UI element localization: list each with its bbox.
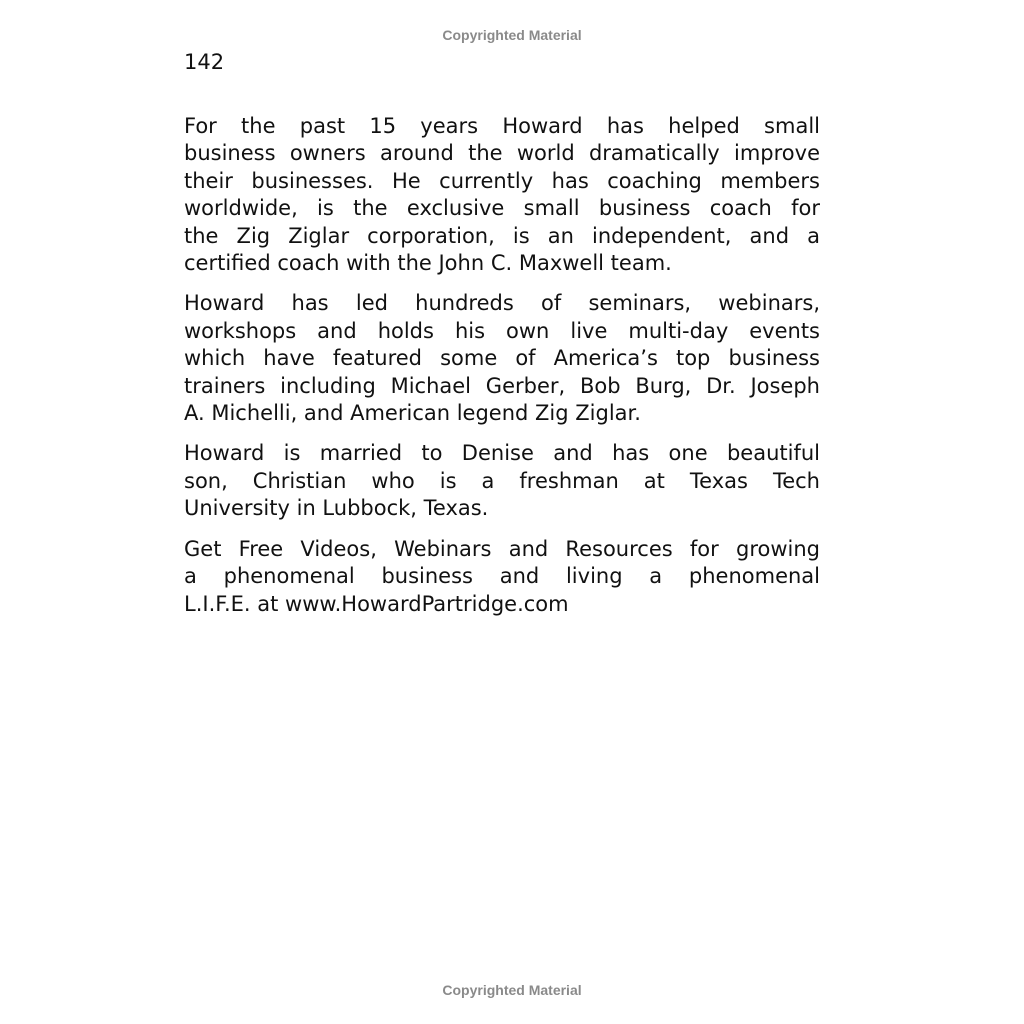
text-line: a phenomenal business and living a phenomenal [184,564,820,589]
paragraph [184,440,820,522]
copyright-watermark-top: Copyrighted Material [442,27,582,43]
text-line: University in Lubbock, Texas. [184,496,489,521]
paragraph [184,290,820,427]
text-line: L.I.F.E. at www.HowardPartridge.com [184,591,569,616]
text-line: which have featured some of America’s top business [184,346,820,371]
text-line: son, Christian who is a freshman at Texas Tech [184,468,820,493]
text-line: Howard has led hundreds of seminars, webinars, [184,291,820,316]
text-line: workshops and holds his own live multi-day events [184,318,820,343]
copyright-watermark-bottom: Copyrighted Material [442,982,582,998]
text-line: Howard is married to Denise and has one beautiful [184,441,820,466]
text-line: For the past 15 years Howard has helped small [184,114,820,138]
text-line: certified coach with the John C. Maxwell team. [184,251,672,276]
text-line: the Zig Ziglar corporation, is an independent, and a [184,223,820,248]
text-line: worldwide, is the exclusive small business coach for [184,196,820,221]
text-line: their businesses. He currently has coaching members [184,168,820,193]
text-line: Get Free Videos, Webinars and Resources for growing [184,536,820,561]
page-number: 142 [184,50,225,74]
page-body [184,113,820,631]
text-line: business owners around the world dramatically improve [184,141,820,166]
paragraph [184,536,820,618]
text-line: trainers including Michael Gerber, Bob Burg, Dr. Joseph [184,373,820,398]
text-line: A. Michelli, and American legend Zig Ziglar. [184,401,641,426]
paragraph [184,113,820,277]
